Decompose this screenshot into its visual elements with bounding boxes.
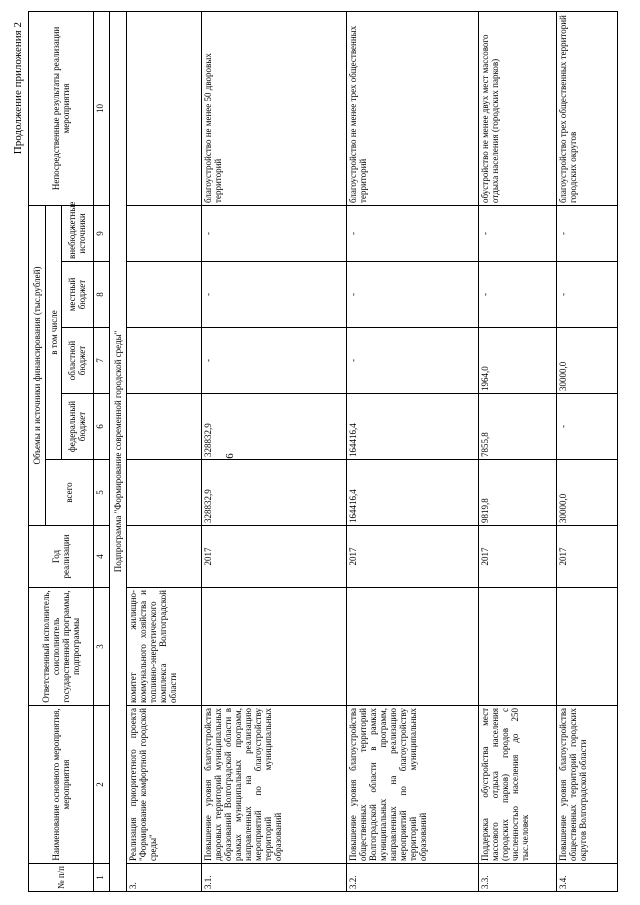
- table-row: [202, 11, 346, 891]
- row-year: [126, 526, 202, 588]
- row-responsible: комитет жилищно-коммунального хозяйства и топливно-энергетического комплекса Волгоградской области: [126, 588, 202, 706]
- row-offbudget: [126, 205, 202, 261]
- header-results: Непосредственные результаты реализации мероприятия: [29, 11, 94, 205]
- row-federal: 164416,4: [346, 394, 478, 460]
- header-responsible: Ответственный исполнитель, соисполнитель государственной программы, подпрограммы: [29, 588, 94, 706]
- row-responsible: [346, 588, 478, 706]
- header-federal: федеральный бюджет: [61, 394, 93, 460]
- row-offbudget: -: [202, 205, 346, 261]
- header-volumes: Объемы и источники финансирования (тыс.рублей): [29, 205, 46, 525]
- row-regional: -: [346, 328, 478, 394]
- table-row: [556, 11, 617, 891]
- row-federal: -: [556, 394, 617, 460]
- row-responsible: [556, 588, 617, 706]
- row-name: Повышение уровня благоустройства дворовых территорий муниципальных образований Волгоградской области в рамках муниципальных программ, направленных на реализацию мероприятий по благоустройству территорий муниципальных образований: [202, 706, 346, 864]
- row-year: 2017: [556, 526, 617, 588]
- row-local: -: [202, 262, 346, 328]
- header-local: местный бюджет: [61, 262, 93, 328]
- row-no: 3.1.: [202, 864, 346, 892]
- col-number: 6: [93, 394, 109, 460]
- row-local: -: [478, 262, 556, 328]
- row-name: Поддержка обустройства мест массового отдыха населения (городских парков) городов с численностью населения до 250 тыс.человек: [478, 706, 556, 864]
- table-row: [346, 11, 478, 891]
- header-total: всего: [46, 460, 94, 526]
- row-total: [126, 460, 202, 526]
- row-no: 3.3.: [478, 864, 556, 892]
- row-federal: 7855,8: [478, 394, 556, 460]
- col-number: 8: [93, 262, 109, 328]
- header-name: Наименование основного мероприятия, мероприятия: [29, 706, 94, 864]
- row-name: Реализация приоритетного проекта "Формирование комфортной городской среды": [126, 706, 202, 864]
- row-local: -: [346, 262, 478, 328]
- subprogram-title: Подпрограмма "Формирование современной городской среды": [109, 11, 126, 891]
- row-name: Повышение уровня благоустройства общественных территорий Волгоградской области в рамках муниципальных программ, направленных на реализацию мероприятий по благоустройству территорий муниципальных образований: [346, 706, 478, 864]
- row-result: обустройство не менее двух мест массового отдыха населения (городских парков): [478, 11, 556, 205]
- row-offbudget: -: [346, 205, 478, 261]
- row-total: 164416,4: [346, 460, 478, 526]
- row-local: -: [556, 262, 617, 328]
- row-no: 3.2.: [346, 864, 478, 892]
- row-responsible: [202, 588, 346, 706]
- row-year: 2017: [346, 526, 478, 588]
- col-number: 4: [93, 526, 109, 588]
- col-number: 5: [93, 460, 109, 526]
- header-incl: в том числе: [46, 205, 62, 459]
- row-total: 30000,0: [556, 460, 617, 526]
- row-regional: [126, 328, 202, 394]
- row-offbudget: -: [478, 205, 556, 261]
- header-offbudget: внебюджетные источники: [61, 205, 93, 261]
- row-local: [126, 262, 202, 328]
- row-no: 3.: [126, 864, 202, 892]
- col-number: 1: [93, 864, 109, 892]
- row-federal: [126, 394, 202, 460]
- col-number: 3: [93, 588, 109, 706]
- table-row: [478, 11, 556, 891]
- row-responsible: [478, 588, 556, 706]
- row-result: благоустройство не менее 50 дворовых территорий: [202, 11, 346, 205]
- row-regional: -: [202, 328, 346, 394]
- column-numbers-row: [93, 11, 109, 891]
- row-total: 9819,8: [478, 460, 556, 526]
- header-year: Год реализации: [29, 526, 94, 588]
- header-regional: областной бюджет: [61, 328, 93, 394]
- row-regional: 1964,0: [478, 328, 556, 394]
- row-year: 2017: [478, 526, 556, 588]
- row-name: Повышение уровня благоустройства общественных территорий городских округов Волгоградской области: [556, 706, 617, 864]
- row-regional: 30000,0: [556, 328, 617, 394]
- page-number: 6: [224, 453, 236, 459]
- col-number: 9: [93, 205, 109, 261]
- row-result: благоустройство не менее трех общественных территорий: [346, 11, 478, 205]
- row-federal: 328832,9: [202, 394, 346, 460]
- row-result: благоустройство трех общественных территорий городских округов: [556, 11, 617, 205]
- row-year: 2017: [202, 526, 346, 588]
- caption: Продолжение приложения 2: [12, 22, 24, 155]
- program-table: [28, 11, 618, 892]
- row-offbudget: -: [556, 205, 617, 261]
- row-result: [126, 11, 202, 205]
- rotated-page-content: [12, 12, 620, 892]
- col-number: 7: [93, 328, 109, 394]
- col-number: 2: [93, 706, 109, 864]
- row-no: 3.4.: [556, 864, 617, 892]
- header-no: № п/п: [29, 864, 94, 892]
- table-row: [126, 11, 202, 891]
- col-number: 10: [93, 11, 109, 205]
- row-total: 328832,9: [202, 460, 346, 526]
